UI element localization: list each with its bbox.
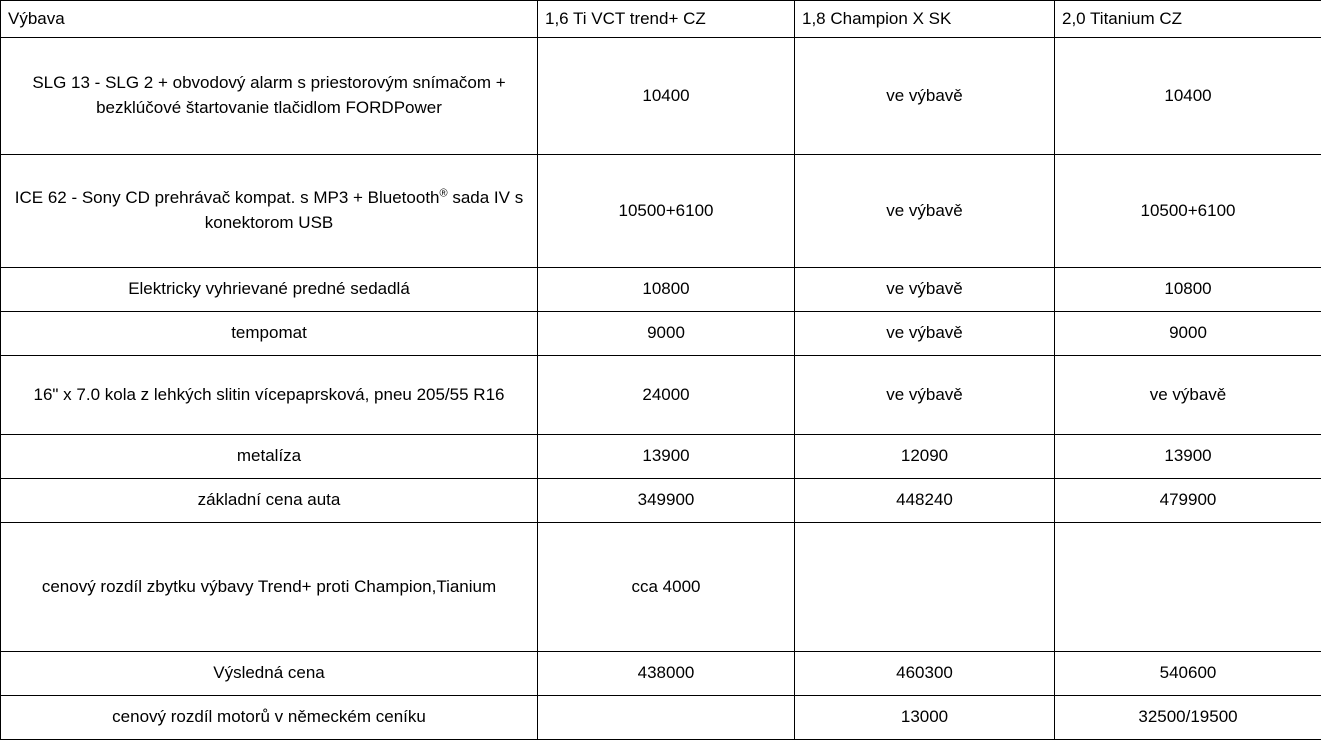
row-value: 540600	[1055, 652, 1321, 696]
row-value: 32500/19500	[1055, 696, 1321, 740]
column-header-equipment: Výbava	[1, 1, 538, 38]
row-label-text-pre: ICE 62 - Sony CD prehrávač kompat. s MP3 + Bluetooth	[14, 188, 440, 208]
row-label-text-post: sada IV s konektorom USB	[204, 188, 524, 232]
row-label: cenový rozdíl motorů v německém ceníku	[1, 696, 538, 740]
row-value: 10400	[538, 38, 795, 155]
row-value: 448240	[795, 479, 1055, 523]
row-label	[1, 155, 538, 268]
row-value: 13900	[538, 435, 795, 479]
row-value: ve výbavě	[795, 312, 1055, 356]
column-header-variant-3: 2,0 Titanium CZ	[1055, 1, 1321, 38]
row-value: 479900	[1055, 479, 1321, 523]
row-label: Výsledná cena	[1, 652, 538, 696]
row-value: 349900	[538, 479, 795, 523]
row-value: 24000	[538, 356, 795, 435]
table-row	[1, 696, 1321, 740]
row-value: 438000	[538, 652, 795, 696]
row-label: metalíza	[1, 435, 538, 479]
row-value: ve výbavě	[795, 268, 1055, 312]
row-value	[795, 523, 1055, 652]
table-row	[1, 652, 1321, 696]
row-label: základní cena auta	[1, 479, 538, 523]
row-value	[1055, 523, 1321, 652]
row-label: tempomat	[1, 312, 538, 356]
registered-trademark-mark: ®	[439, 187, 448, 200]
table-row	[1, 312, 1321, 356]
table-header-row	[1, 1, 1321, 38]
row-value: ve výbavě	[795, 38, 1055, 155]
row-value: 13000	[795, 696, 1055, 740]
row-value: 12090	[795, 435, 1055, 479]
row-label: Elektricky vyhrievané predné sedadlá	[1, 268, 538, 312]
column-header-variant-2: 1,8 Champion X SK	[795, 1, 1055, 38]
row-value: 13900	[1055, 435, 1321, 479]
table-row	[1, 155, 1321, 268]
table-row	[1, 479, 1321, 523]
row-value	[538, 696, 795, 740]
table-row	[1, 268, 1321, 312]
row-value: ve výbavě	[1055, 356, 1321, 435]
row-value: 10500+6100	[1055, 155, 1321, 268]
row-value: 10500+6100	[538, 155, 795, 268]
row-value: 10800	[538, 268, 795, 312]
table-row	[1, 356, 1321, 435]
table-row	[1, 435, 1321, 479]
row-value: ve výbavě	[795, 356, 1055, 435]
row-value: ve výbavě	[795, 155, 1055, 268]
row-label: SLG 13 - SLG 2 + obvodový alarm s priestorovým snímačom + bezklúčové štartovanie tlačidlom FORDPower	[1, 38, 538, 155]
column-header-variant-1: 1,6 Ti VCT trend+ CZ	[538, 1, 795, 38]
table-row	[1, 523, 1321, 652]
row-value: 460300	[795, 652, 1055, 696]
table-row	[1, 38, 1321, 155]
row-value: 10800	[1055, 268, 1321, 312]
row-value: 10400	[1055, 38, 1321, 155]
row-value: 9000	[538, 312, 795, 356]
row-label: cenový rozdíl zbytku výbavy Trend+ proti Champion,Tianium	[1, 523, 538, 652]
row-value: cca 4000	[538, 523, 795, 652]
row-value: 9000	[1055, 312, 1321, 356]
row-label: 16" x 7.0 kola z lehkých slitin vícepaprsková, pneu 205/55 R16	[1, 356, 538, 435]
